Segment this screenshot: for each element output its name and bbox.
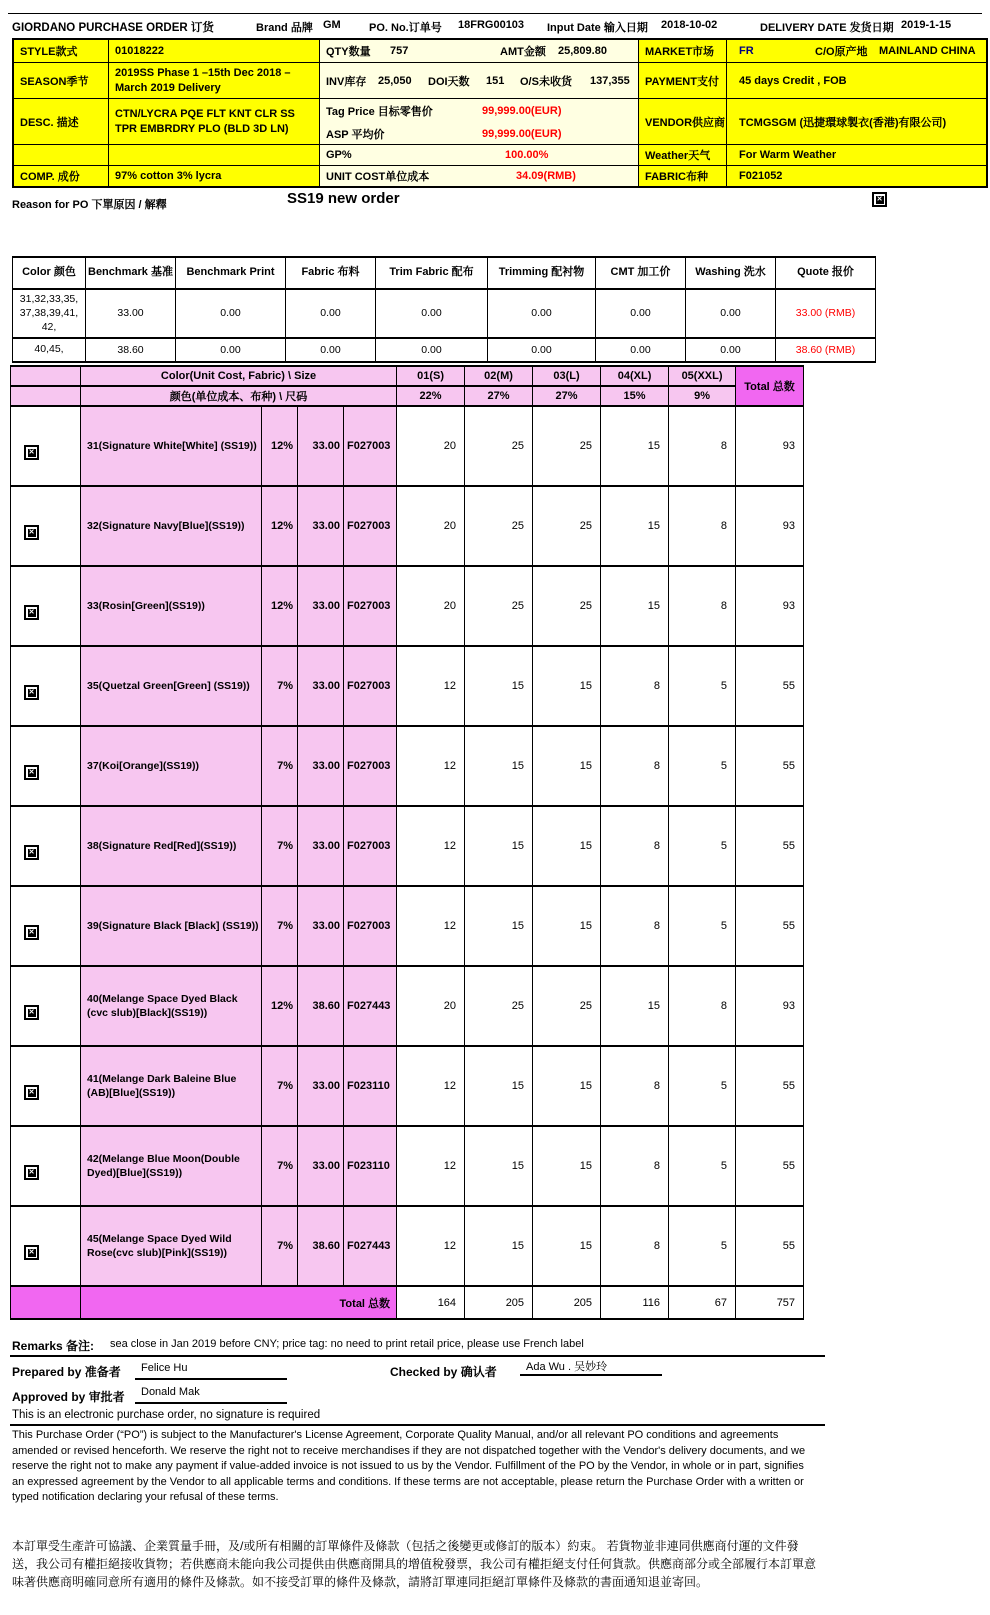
remarks-value: sea close in Jan 2019 before CNY; price tag: no need to print retail price, please use French label [110,1338,584,1350]
qty-cell-xxl: 5 [669,1206,736,1286]
season-label: SEASON季节 [14,63,109,98]
color-name-cell: 45(Melange Space Dyed Wild Rose(cvc slub)[Pink](SS19)) [81,1206,262,1286]
size-table-row [11,566,804,646]
color-name-cell: 40(Melange Space Dyed Black (cvc slub)[Black](SS19)) [81,966,262,1046]
image-placeholder-icon [24,1165,39,1180]
benchmark-base-cell: 38.60 [86,338,176,362]
qty-cell-m: 25 [465,966,533,1046]
style-value: 01018222 [109,40,320,62]
size-table-row [11,726,804,806]
swatch-cell [11,406,81,486]
benchmark-print-cell: 0.00 [176,338,286,362]
qty-cell-s: 12 [397,646,465,726]
qty-cell-xl: 8 [601,1206,669,1286]
vendor-label: VENDOR供应商 [639,99,727,144]
qty-cell-xxl: 8 [669,966,736,1046]
swatch-cell [11,486,81,566]
image-placeholder-icon [24,845,39,860]
benchmark-row [13,338,876,362]
icon-column-header [11,386,81,406]
qty-cell-l: 25 [533,486,601,566]
doi-value: 151 [486,74,505,87]
qty-cell-l: 15 [533,1046,601,1126]
ratio-cell: 7% [262,806,298,886]
size-header-m: 02(M) [465,366,533,386]
grand-total-cell: 757 [736,1286,804,1319]
total-qty-xxl: 67 [669,1286,736,1319]
qty-cell-l: 15 [533,726,601,806]
unit-cost-cell: 33.00 [298,486,344,566]
swatch-cell [11,806,81,886]
ratio-cell: 12% [262,566,298,646]
prepared-by-signature: Felice Hu [135,1362,287,1380]
unit-cost-cell: 33.00 [298,406,344,486]
image-placeholder-icon [24,1005,39,1020]
gp-label: GP% [326,149,352,161]
benchmark-row [13,289,876,338]
ratio-cell: 7% [262,646,298,726]
fabric-code-cell: F027003 [344,646,397,726]
size-header-xxl: 05(XXL) [669,366,736,386]
fabric-code-cell: F027003 [344,406,397,486]
qty-cell-m: 15 [465,886,533,966]
fabric-code-cell: F027003 [344,486,397,566]
benchmark-fabric-cell: 0.00 [286,338,376,362]
tag-price-value: 99,999.00(EUR) [482,104,562,117]
benchmark-washing-cell: 0.00 [686,338,776,362]
brand-label: Brand 品牌 [256,22,313,34]
benchmark-color-cell: 40,45, [13,338,86,362]
fabric-code-cell: F027443 [344,966,397,1046]
qty-cell-xl: 8 [601,1046,669,1126]
color-name-cell: 32(Signature Navy[Blue](SS19)) [81,486,262,566]
qty-cell-xxl: 8 [669,406,736,486]
fabric-code-cell: F027003 [344,886,397,966]
unit-cost-cell: 33.00 [298,646,344,726]
composition-row [14,165,986,186]
benchmark-washing-cell: 0.00 [686,289,776,338]
swatch-cell [11,1046,81,1126]
image-placeholder-icon [24,605,39,620]
fabric-code-cell: F023110 [344,1126,397,1206]
style-row [14,40,986,62]
terms-chinese: 本訂單受生產許可協議、企業質量手冊，及/或所有相關的訂單條件及條款（包括之後變更或修訂的版本）約束。 若貨物並非連同供應商付運的文件發送，我公司有權拒絕接收貨物；若供應商未能向我公司提供由供應商開具的增值稅發票，我公司有權拒絕支付任何貨款。供應商部分或全部履行本訂單意味著供應商明確同意所有適用的條件及條款。如不接受訂單的條件及條款，請將訂單連同拒絕訂單條件及條款的書面通知退並寄回。 [12,1539,817,1589]
qty-cell-s: 12 [397,806,465,886]
row-total-cell: 55 [736,1046,804,1126]
color-name-cell: 41(Melange Dark Baleine Blue (AB)[Blue](SS19)) [81,1046,262,1126]
qty-cell-xl: 8 [601,806,669,886]
total-qty-l: 205 [533,1286,601,1319]
empty-cell [14,145,109,165]
qty-cell-l: 25 [533,406,601,486]
size-pct-m: 27% [465,386,533,406]
size-table-row [11,1046,804,1126]
season-value: 2019SS Phase 1 –15th Dec 2018 – March 2019 Delivery [109,63,320,98]
benchmark-header-row [13,257,876,289]
unit-cost-cell: 33.00 [298,806,344,886]
outstanding-label: O/S未收货 [520,75,572,88]
fabric-code-cell: F027003 [344,726,397,806]
reason-value: SS19 new order [287,190,400,207]
qty-cell-xxl: 5 [669,1126,736,1206]
benchmark-trimming-cell: 0.00 [488,289,596,338]
qty-cell-m: 15 [465,806,533,886]
unit-cost-cell: 38.60 [298,966,344,1046]
image-placeholder-icon [872,192,887,207]
size-table-row [11,1126,804,1206]
size-header-l: 03(L) [533,366,601,386]
total-row-label: Total 总数 [81,1286,397,1319]
benchmark-header-print: Benchmark Print [176,257,286,289]
size-pct-xxl: 9% [669,386,736,406]
size-header-s: 01(S) [397,366,465,386]
total-row [11,1286,804,1319]
fabric-code-cell: F023110 [344,1046,397,1126]
qty-cell-m: 15 [465,726,533,806]
qty-cell-m: 15 [465,646,533,726]
size-table-row [11,806,804,886]
qty-value: 757 [390,45,409,57]
qty-cell-xxl: 8 [669,566,736,646]
size-table-row [11,1206,804,1286]
total-column-header: Total 总数 [736,366,804,406]
swatch-cell [11,566,81,646]
empty-cell [109,145,320,165]
doc-title: GIORDANO PURCHASE ORDER 订货 [12,22,214,34]
qty-cell-s: 12 [397,1206,465,1286]
unit-cost-cell: 33.00 [298,1046,344,1126]
po-number-value: 18FRG00103 [458,19,525,31]
checked-by-label: Checked by 确认者 [390,1365,497,1379]
benchmark-header-trimming: Trimming 配衬物 [488,257,596,289]
payment-value: 45 days Credit , FOB [739,74,847,87]
amt-label: AMT金额 [500,46,546,58]
style-label: STYLE款式 [14,40,109,62]
delivery-date-value: 2019-1-15 [901,19,952,31]
size-header-color-line2: 颜色(单位成本、布种) \ 尺码 [81,386,397,406]
image-placeholder-icon [24,1085,39,1100]
qty-cell-xl: 8 [601,1126,669,1206]
benchmark-print-cell: 0.00 [176,289,286,338]
qty-cell-l: 15 [533,646,601,726]
inventory-value: 25,050 [378,74,412,87]
color-name-cell: 33(Rosin[Green](SS19)) [81,566,262,646]
qty-cell-xl: 8 [601,646,669,726]
qty-cell-l: 25 [533,966,601,1046]
gp-row [14,144,986,165]
row-total-cell: 93 [736,566,804,646]
approved-by-signature: Donald Mak [135,1386,287,1404]
country-of-origin-value: MAINLAND CHINA [879,45,976,57]
terms-english: This Purchase Order (“PO”) is subject to the Manufacturer's License Agreement, Corporate Quality Manual, and/or all relevant PO conditions and agreements amended or revised henceforth. We reserve the right not to receive merchandises if they are not dispatched together with the Vendor's delivery documents, and we reserve the right not to make any payment if value-added invoice is not issued to us by the Vendor. Fulfillment of the PO by the Vendor, in whole or in part, signifies an expressed agreement by the Vendor to all applicable terms and conditions. If these terms are not acceptable, please return the Purchase Order with a written or typed notification declaring your refusal of these terms. [12,1429,806,1503]
row-total-cell: 93 [736,966,804,1046]
approved-by-label: Approved by 审批者 [12,1390,125,1404]
ratio-cell: 7% [262,726,298,806]
fabric-code-cell: F027003 [344,806,397,886]
row-total-cell: 93 [736,406,804,486]
total-row-spacer [11,1286,81,1319]
ratio-cell: 12% [262,966,298,1046]
fabric-label: FABRIC布种 [639,166,727,186]
qty-cell-m: 15 [465,1126,533,1206]
ratio-cell: 7% [262,886,298,966]
gp-value: 100.00% [505,149,549,161]
row-total-cell: 55 [736,806,804,886]
description-row [14,98,986,144]
ratio-cell: 7% [262,1206,298,1286]
color-name-cell: 39(Signature Black [Black] (SS19)) [81,886,262,966]
qty-cell-s: 12 [397,1046,465,1126]
swatch-cell [11,1126,81,1206]
description-value: CTN/LYCRA PQE FLT KNT CLR SS TPR EMBRDRY PLO (BLD 3D LN) [109,99,320,144]
color-name-cell: 35(Quetzal Green[Green] (SS19)) [81,646,262,726]
qty-cell-l: 15 [533,1126,601,1206]
qty-cell-l: 15 [533,806,601,886]
qty-cell-xxl: 5 [669,806,736,886]
benchmark-header-trim: Trim Fabric 配布 [376,257,488,289]
size-pct-xl: 15% [601,386,669,406]
section-divider [10,1355,825,1357]
brand-value: GM [323,19,341,31]
po-number-label: PO. No.订单号 [369,22,442,34]
image-placeholder-icon [24,1245,39,1260]
size-header-row-1 [11,366,804,386]
benchmark-cmt-cell: 0.00 [596,338,686,362]
size-breakdown-table [10,365,804,1320]
qty-cell-xxl: 5 [669,1046,736,1126]
qty-cell-xl: 15 [601,566,669,646]
unit-cost-cell: 33.00 [298,886,344,966]
qty-cell-xl: 15 [601,486,669,566]
vendor-value: TCMGSGM (迅捷環球製衣(香港)有限公司) [739,116,947,129]
fabric-value: F021052 [739,170,783,182]
size-header-color-line1: Color(Unit Cost, Fabric) \ Size [81,366,397,386]
qty-cell-xl: 8 [601,886,669,966]
qty-cell-s: 20 [397,406,465,486]
qty-label: QTY数量 [326,46,371,58]
color-name-cell: 31(Signature White[White] (SS19)) [81,406,262,486]
unit-cost-cell: 33.00 [298,566,344,646]
benchmark-header-cmt: CMT 加工价 [596,257,686,289]
ratio-cell: 7% [262,1126,298,1206]
qty-cell-l: 15 [533,886,601,966]
qty-cell-xxl: 5 [669,646,736,726]
total-qty-xl: 116 [601,1286,669,1319]
doi-label: DOI天数 [428,75,470,88]
asp-value: 99,999.00(EUR) [482,127,562,140]
country-of-origin-label: C/O原产地 [815,46,868,58]
composition-value: 97% cotton 3% lycra [109,166,320,186]
color-name-cell: 42(Melange Blue Moon(Double Dyed)[Blue](SS19)) [81,1126,262,1206]
benchmark-table [12,256,876,363]
benchmark-header-color: Color 颜色 [13,257,86,289]
color-name-cell: 38(Signature Red[Red](SS19)) [81,806,262,886]
reason-label: Reason for PO 下單原因 / 解釋 [12,199,167,211]
row-total-cell: 55 [736,726,804,806]
image-placeholder-icon [24,685,39,700]
benchmark-trim-cell: 0.00 [376,289,488,338]
qty-cell-xl: 8 [601,726,669,806]
input-date-label: Input Date 输入日期 [547,22,648,34]
size-table-row [11,886,804,966]
electronic-order-note: This is an electronic purchase order, no signature is required [12,1409,321,1421]
benchmark-header-washing: Washing 洗水 [686,257,776,289]
size-table-row [11,966,804,1046]
total-qty-s: 164 [397,1286,465,1319]
tag-price-label: Tag Price 目标零售价 [326,105,433,118]
order-info-table [12,38,988,188]
inventory-label: INV库存 [326,75,367,88]
payment-label: PAYMENT支付 [639,63,727,98]
qty-cell-m: 25 [465,566,533,646]
qty-cell-xxl: 8 [669,486,736,566]
row-total-cell: 55 [736,1206,804,1286]
benchmark-color-cell: 31,32,33,35, 37,38,39,41, 42, [13,289,86,338]
qty-cell-m: 25 [465,486,533,566]
ratio-cell: 12% [262,406,298,486]
fabric-code-cell: F027443 [344,1206,397,1286]
ratio-cell: 12% [262,486,298,566]
qty-cell-xxl: 5 [669,886,736,966]
ratio-cell: 7% [262,1046,298,1126]
qty-cell-s: 20 [397,966,465,1046]
color-name-cell: 37(Koi[Orange](SS19)) [81,726,262,806]
benchmark-base-cell: 33.00 [86,289,176,338]
size-pct-l: 27% [533,386,601,406]
market-value: FR [739,45,754,57]
qty-cell-m: 25 [465,406,533,486]
weather-value: For Warm Weather [739,149,837,161]
qty-cell-l: 25 [533,566,601,646]
market-label: MARKET市场 [639,40,727,62]
qty-cell-xl: 15 [601,966,669,1046]
qty-cell-xxl: 5 [669,726,736,806]
fabric-code-cell: F027003 [344,566,397,646]
image-placeholder-icon [24,925,39,940]
composition-label: COMP. 成份 [14,166,109,186]
asp-label: ASP 平均价 [326,128,385,141]
row-total-cell: 93 [736,486,804,566]
benchmark-header-base: Benchmark 基准 [86,257,176,289]
unit-cost-value: 34.09(RMB) [516,170,576,182]
input-date-value: 2018-10-02 [661,19,718,31]
section-divider [10,1424,825,1426]
qty-cell-m: 15 [465,1206,533,1286]
swatch-cell [11,726,81,806]
prepared-by-label: Prepared by 准备者 [12,1365,121,1379]
qty-cell-s: 12 [397,726,465,806]
remarks-label: Remarks 备注: [12,1339,95,1353]
image-placeholder-icon [24,525,39,540]
size-table-row [11,646,804,726]
benchmark-cmt-cell: 0.00 [596,289,686,338]
qty-cell-s: 12 [397,886,465,966]
size-pct-s: 22% [397,386,465,406]
image-placeholder-icon [24,445,39,460]
delivery-date-label: DELIVERY DATE 发货日期 [760,22,894,34]
season-row [14,62,986,98]
row-total-cell: 55 [736,646,804,726]
qty-cell-xl: 15 [601,406,669,486]
unit-cost-cell: 33.00 [298,726,344,806]
top-divider [8,13,982,14]
benchmark-header-quote: Quote 报价 [776,257,876,289]
total-qty-m: 205 [465,1286,533,1319]
swatch-cell [11,886,81,966]
qty-cell-s: 20 [397,566,465,646]
qty-cell-s: 20 [397,486,465,566]
unit-cost-label: UNIT COST单位成本 [326,171,430,183]
benchmark-quote-cell: 38.60 (RMB) [776,338,876,362]
size-header-row-2 [11,386,804,406]
benchmark-fabric-cell: 0.00 [286,289,376,338]
benchmark-trimming-cell: 0.00 [488,338,596,362]
benchmark-trim-cell: 0.00 [376,338,488,362]
row-total-cell: 55 [736,886,804,966]
row-total-cell: 55 [736,1126,804,1206]
weather-label: Weather天气 [639,145,727,165]
icon-column-header [11,366,81,386]
outstanding-value: 137,355 [590,74,630,87]
qty-cell-m: 15 [465,1046,533,1126]
size-table-row [11,406,804,486]
description-label: DESC. 描述 [14,99,109,144]
qty-cell-l: 15 [533,1206,601,1286]
image-placeholder-icon [24,765,39,780]
size-header-xl: 04(XL) [601,366,669,386]
qty-cell-s: 12 [397,1126,465,1206]
swatch-cell [11,966,81,1046]
checked-by-signature: Ada Wu . 吴妙玲 [520,1358,662,1376]
swatch-cell [11,646,81,726]
size-table-row [11,486,804,566]
unit-cost-cell: 33.00 [298,1126,344,1206]
benchmark-header-fabric: Fabric 布料 [286,257,376,289]
swatch-cell [11,1206,81,1286]
amt-value: 25,809.80 [558,45,607,57]
benchmark-quote-cell: 33.00 (RMB) [776,289,876,338]
unit-cost-cell: 38.60 [298,1206,344,1286]
